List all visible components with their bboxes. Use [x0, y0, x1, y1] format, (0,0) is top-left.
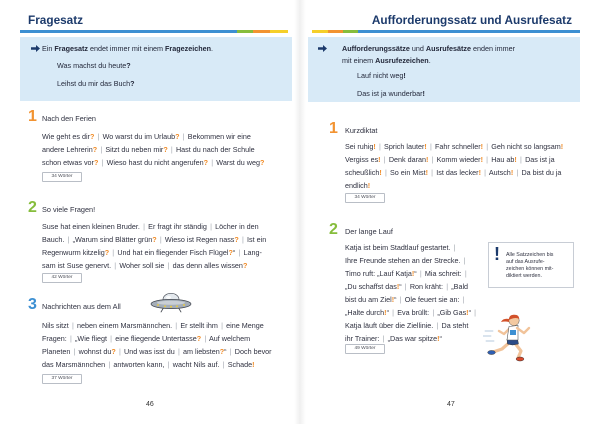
exercise-title: So viele Fragen! — [42, 204, 96, 214]
exercise-title: Nach den Ferien — [42, 113, 96, 123]
pause-separator: | — [204, 333, 207, 343]
runner-back-shoe — [488, 351, 496, 355]
motion-lines — [483, 331, 494, 341]
rule-keyword: Fragezeichen — [165, 44, 211, 53]
pause-separator: | — [382, 333, 385, 343]
page-header-title: Fragesatz — [28, 13, 84, 27]
bar-segment-yellow — [270, 30, 288, 33]
punctuation-mark: ? — [104, 247, 110, 257]
dictation-line: endlich! — [345, 180, 371, 190]
arrow-right-icon — [31, 45, 40, 52]
word-count-badge: 37 Wörter — [42, 374, 82, 384]
header-color-bar — [20, 30, 288, 33]
dictation-line: Planeten | wohnst du? | Und was isst du | am liebsten?“ | Doch bevor — [42, 346, 272, 356]
pause-separator: | — [177, 346, 180, 356]
rule-text — [342, 44, 515, 53]
punctuation-mark: ! — [367, 180, 371, 190]
pause-separator: | — [114, 260, 117, 270]
punctuation-mark: ! — [437, 333, 440, 343]
punctuation-mark: ? — [203, 157, 209, 167]
punctuation-mark: ? — [242, 260, 248, 270]
pause-separator: | — [101, 157, 104, 167]
rule-example: Lauf nicht weg! — [357, 70, 406, 80]
punctuation-mark: ! — [510, 167, 514, 177]
pause-separator: | — [118, 346, 121, 356]
punctuation-mark: ? — [196, 333, 202, 343]
note-line: zeichen können mit- — [506, 266, 554, 272]
bar-segment-blue — [20, 30, 237, 33]
bar-segment-orange — [253, 30, 269, 33]
bar-segment-blue — [358, 30, 580, 33]
pause-separator: | — [167, 260, 170, 270]
rule-text-part: . — [428, 55, 431, 65]
pause-separator: | — [462, 294, 465, 304]
page-number: 47 — [447, 401, 455, 408]
pause-separator: | — [383, 154, 386, 164]
punctuation-mark: ! — [480, 154, 483, 164]
pause-separator: | — [474, 307, 477, 317]
dictation-line: Nils sitzt | neben einem Marsmännchen. | Er stellt ihm | eine Menge — [42, 320, 264, 330]
dictation-line: Katja ist beim Stadtlauf gestartet. | — [345, 242, 456, 252]
runner-front-shoe — [516, 357, 524, 361]
punctuation-mark: ! — [379, 167, 382, 177]
exercise-title: Der lange Lauf — [345, 226, 393, 236]
punctuation-mark: ! — [396, 281, 400, 291]
punctuation-mark: ? — [219, 346, 225, 356]
pause-separator: | — [384, 167, 387, 177]
pause-separator: | — [100, 144, 103, 154]
punctuation-mark: ! — [384, 307, 387, 317]
dictation-line: das Marsmännchen | antworten kann, | wacht Nils auf. | Schade! — [42, 359, 255, 369]
punctuation-mark: ? — [228, 247, 233, 257]
dictation-line: Bauch. | „Warum sind Blätter grün? | Wieso ist Regen nass? | Ist ein — [42, 234, 267, 244]
page-header-title: Aufforderungssatz und Ausrufesatz — [371, 13, 572, 27]
exercise-number: 1 — [28, 108, 37, 125]
rule-keyword: Ausrufezeichen — [375, 55, 429, 65]
punctuation-mark: ? — [111, 346, 116, 356]
rule-text-part: Ein — [42, 44, 55, 53]
rule-text — [342, 56, 431, 65]
exercise-number: 2 — [28, 199, 37, 216]
punctuation-mark: ! — [425, 154, 429, 164]
punctuation-mark: ? — [163, 144, 168, 154]
pause-separator: | — [112, 247, 115, 257]
pause-separator: | — [436, 320, 439, 330]
punctuation-mark: ! — [480, 141, 483, 151]
punctuation-mark: ! — [514, 154, 517, 164]
pause-separator: | — [182, 131, 185, 141]
dictation-line: ihr Trainer: | „Das war spitze!“ — [345, 333, 442, 343]
dictation-line: scheußlich! | So ein Mist! | Ist das lecker! | Autsch! | Da bist du ja — [345, 167, 562, 177]
pause-separator: | — [69, 333, 72, 343]
bar-segment-yellow — [312, 30, 328, 33]
pause-separator: | — [486, 141, 489, 151]
pause-separator: | — [210, 221, 212, 231]
pause-separator: | — [108, 359, 111, 369]
pause-separator: | — [431, 154, 434, 164]
runner-illustration — [483, 311, 537, 363]
dictation-text — [42, 319, 272, 371]
pause-separator: | — [484, 167, 487, 177]
note-line: auf das Ausrufe- — [506, 259, 545, 265]
exercise-number: 3 — [28, 296, 37, 313]
word-count-badge: 34 Wörter — [345, 193, 385, 203]
dictation-line: Regenwurm kitzelig? | Und hat ein fliegender Fisch Flügel?“ | Lang- — [42, 247, 262, 257]
teacher-note-text — [506, 252, 553, 280]
dictation-text — [42, 220, 266, 272]
pause-separator: | — [241, 234, 244, 244]
runner-bib — [510, 330, 516, 335]
dictation-text — [42, 130, 264, 169]
pause-separator: | — [67, 234, 70, 244]
pause-separator: | — [110, 333, 113, 343]
teacher-note-box — [488, 242, 574, 288]
rule-box — [20, 37, 292, 101]
page-number: 46 — [146, 401, 154, 408]
exclamation-icon: ! — [494, 244, 500, 264]
note-line: Alle Satzzeichen bis — [506, 252, 554, 258]
runner-front-arm — [517, 328, 529, 333]
punctuation-mark: ? — [89, 131, 95, 141]
pause-separator: | — [143, 221, 145, 231]
dictation-line: andere Lehrerin? | Sitzt du neben mir? | Hast du nach der Schule — [42, 144, 255, 154]
dictation-line: Timo ruft: „Lauf Katja!“ | Mia schreit: | — [345, 268, 467, 278]
pause-separator: | — [520, 154, 522, 164]
pause-separator: | — [429, 141, 432, 151]
pause-separator: | — [175, 320, 178, 330]
rule-text-part: enden immer — [471, 43, 515, 53]
punctuation-mark: ? — [126, 60, 131, 70]
pause-separator: | — [516, 167, 519, 177]
pause-separator: | — [378, 141, 381, 151]
pause-separator: | — [431, 167, 434, 177]
dictation-line: schon etwas vor? | Wieso hast du nicht angerufen? | Warst du weg? — [42, 157, 265, 167]
rule-example: Leihst du mir das Buch? — [57, 78, 135, 88]
rule-example: Was machst du heute? — [57, 60, 131, 70]
rule-example: Das ist ja wunderbar! — [357, 88, 425, 98]
punctuation-mark: ! — [425, 167, 428, 177]
word-count-badge: 34 Wörter — [42, 172, 82, 182]
rule-keyword: Ausrufesätze — [425, 43, 472, 53]
pause-separator: | — [392, 307, 395, 317]
punctuation-mark: ! — [466, 307, 469, 317]
pause-separator: | — [221, 320, 223, 330]
exercise-title: Nachrichten aus dem All — [42, 301, 121, 311]
rule-keyword: Aufforderungssätze — [342, 43, 410, 53]
note-line: diktiert werden. — [506, 273, 542, 279]
pause-separator: | — [404, 281, 407, 291]
punctuation-mark: ! — [478, 167, 481, 177]
exercise-number: 1 — [329, 120, 338, 137]
pause-separator: | — [159, 234, 162, 244]
word-count-badge: 42 Wörter — [42, 273, 82, 283]
right-page — [300, 0, 600, 424]
punctuation-mark: ? — [92, 144, 98, 154]
ufo-illustration — [150, 291, 192, 313]
pause-separator: | — [486, 154, 489, 164]
runner-ponytail — [501, 319, 509, 322]
pause-separator: | — [73, 346, 76, 356]
rule-text-part: und — [409, 43, 426, 53]
dictation-line: Vergiss es! | Denk daran! | Komm wieder! | Hau ab! | Das ist ja — [345, 154, 555, 164]
punctuation-mark: ! — [422, 88, 425, 98]
punctuation-mark: ? — [175, 131, 180, 141]
exercise-title: Kurzdiktat — [345, 125, 378, 135]
dictation-line: bist du am Ziel!“ | Ole feuert sie an: | — [345, 294, 465, 304]
arrow-right-icon — [318, 45, 327, 52]
punctuation-mark: ! — [403, 70, 406, 80]
dictation-line: Sei ruhig! | Sprich lauter! | Fahr schneller! | Geh nicht so langsam! — [345, 141, 564, 151]
dictation-text — [345, 140, 563, 192]
bar-segment-green — [237, 30, 253, 33]
dictation-line: Katja läuft über die Ziellinie. | Da steht — [345, 320, 469, 330]
pause-separator: | — [71, 320, 74, 330]
punctuation-mark: ! — [391, 294, 395, 304]
dictation-text — [345, 241, 477, 345]
exercise-number: 2 — [329, 221, 338, 238]
pause-separator: | — [464, 268, 467, 278]
rule-text-part: mit einem — [342, 55, 376, 65]
punctuation-mark: ? — [93, 157, 99, 167]
bar-segment-green — [343, 30, 358, 33]
dictation-line: Suse hat einen kleinen Bruder. | Er fragt ihr ständig | Löcher in den — [42, 221, 259, 231]
header-color-bar — [312, 30, 580, 33]
word-count-badge: 49 Wörter — [345, 344, 385, 354]
rule-text — [42, 44, 213, 53]
punctuation-mark: ! — [378, 154, 381, 164]
rule-text-part: endet immer mit einem — [87, 44, 166, 53]
punctuation-mark: ? — [152, 234, 157, 244]
punctuation-mark: ! — [424, 141, 427, 151]
dictation-line: Wie geht es dir? | Wo warst du im Urlaub? | Bekommen wir eine — [42, 131, 251, 141]
dictation-line: sam ist Suse genervt. | Woher soll sie | das denn alles wissen? — [42, 260, 248, 270]
punctuation-mark: ! — [252, 359, 255, 369]
punctuation-mark: ! — [411, 268, 415, 278]
punctuation-mark: ? — [234, 234, 239, 244]
pause-separator: | — [419, 268, 422, 278]
rule-keyword: Fragesatz — [54, 44, 88, 53]
pause-separator: | — [453, 242, 456, 252]
pause-separator: | — [446, 281, 449, 291]
pause-separator: | — [399, 294, 402, 304]
pause-separator: | — [229, 346, 232, 356]
pause-separator: | — [222, 359, 225, 369]
pause-separator: | — [211, 157, 214, 167]
pause-separator: | — [238, 247, 241, 257]
dictation-line: Fragen: | „Wie fliegt | eine fliegende Untertasse? | Auf welchem — [42, 333, 251, 343]
dictation-line: „Du schaffst das!“ | Ron kräht: | „Bald — [345, 281, 469, 291]
punctuation-mark: ! — [560, 141, 564, 151]
bar-segment-orange — [328, 30, 343, 33]
dictation-line: „Halte durch!“ | Eva brüllt: | „Gib Gas!“ | — [345, 307, 477, 317]
punctuation-mark: ? — [259, 157, 265, 167]
pause-separator: | — [167, 359, 170, 369]
pause-separator: | — [170, 144, 173, 154]
punctuation-mark: ? — [130, 78, 135, 88]
rule-text-part: . — [210, 44, 213, 53]
pause-separator: | — [432, 307, 435, 317]
punctuation-mark: ! — [373, 141, 376, 151]
dictation-line: Ihre Freunde stehen an der Strecke. | — [345, 255, 466, 265]
pause-separator: | — [97, 131, 100, 141]
rule-box — [308, 37, 580, 102]
pause-separator: | — [463, 255, 466, 265]
